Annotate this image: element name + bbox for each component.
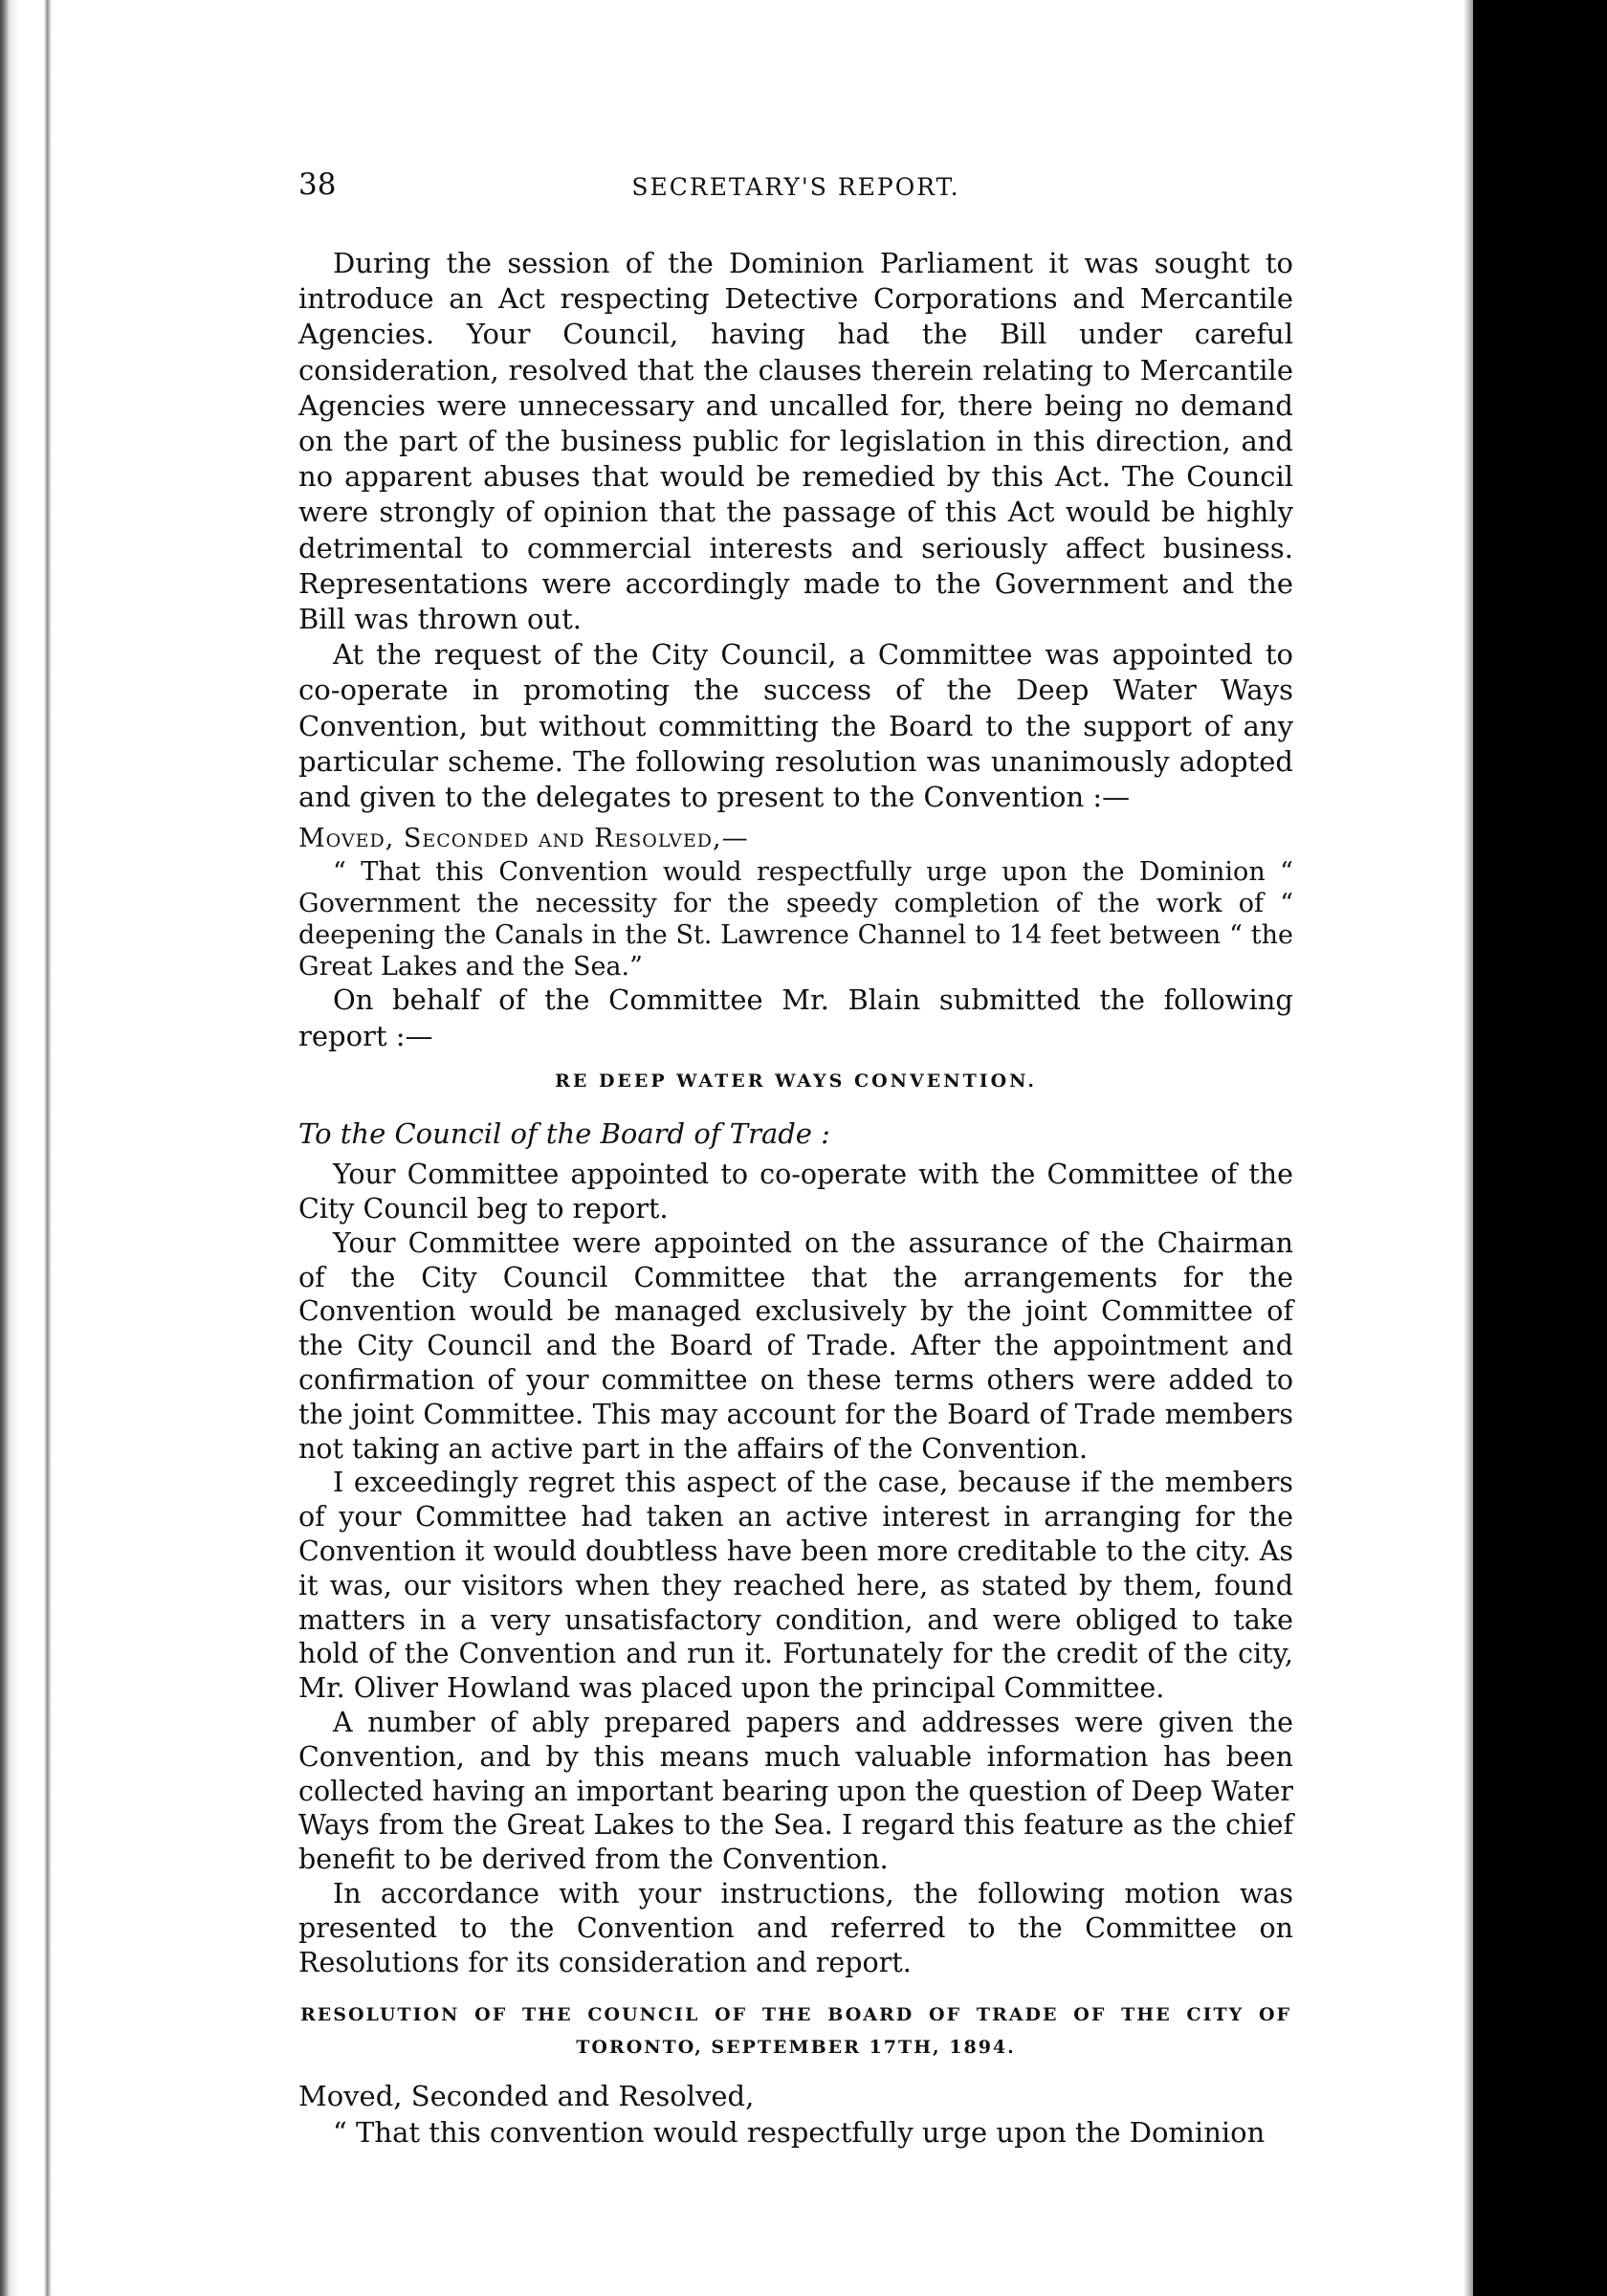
resolution-heading	[298, 1998, 1293, 2064]
running-title: SECRETARY'S REPORT.	[631, 173, 960, 201]
book-page	[298, 167, 1293, 2151]
motion-quote: “ That this Convention would respectfully urge upon the Dominion “ Government the necessity for the speedy completion of the work of “ deepening the Canals in the St. Lawrence Channel to 14 feet between “ the Great Lakes and the Sea.”	[298, 857, 1293, 982]
report-paragraph: Your Committee appointed to co-operate with the Committee of the City Council beg to report.	[298, 1159, 1293, 1225]
resolution-heading-line-2: TORONTO, SEPTEMBER 17TH, 1894.	[576, 2037, 1016, 2059]
report-paragraph: Your Committee were appointed on the assurance of the Chairman of the City Council Committee that the arrangements for the Convention would be managed exclusively by the joint Committee of the City Council and the Board of Trade. After the appointment and confirmation of your committee on these terms others were added to the joint Committee. This may account for the Board of Trade members not taking an active part in the affairs of the Convention.	[298, 1226, 1293, 1465]
report-paragraph: A number of ably prepared papers and addresses were given the Convention, and by this means much valuable information has been collected having an important bearing upon the question of Deep Water Ways from the Great Lakes to the Sea. I regard this feature as the chief benefit to be derived from the Convention.	[298, 1707, 1293, 1876]
report-salutation: To the Council of the Board of Trade :	[298, 1117, 830, 1151]
resolution-heading-line-1: RESOLUTION OF THE COUNCIL OF THE BOARD OF TRADE OF THE CITY OF	[300, 2004, 1291, 2026]
running-head	[298, 167, 1293, 215]
paragraph-deep-water-ways: At the request of the City Council, a Committee was appointed to co-operate in promoting the success of the Deep Water Ways Convention, but without committing the Board to the support of any particular scheme. The following resolution was unanimously adopted and given to the delegates to present to the Convention :—	[298, 638, 1293, 814]
scan-edge-right	[1473, 0, 1607, 2296]
resolution-quote: “ That this convention would respectfully urge upon the Dominion	[333, 2115, 1266, 2149]
scan-edge-left	[0, 0, 19, 2296]
paragraph-detective-act: During the session of the Dominion Parliament it was sought to introduce an Act respecting Detective Corporations and Mercantile Agencies. Your Council, having had the Bill under careful consideration, resolved that the clauses therein relating to Mercantile Agencies were unnecessary and uncalled for, there being no demand on the part of the business public for legislation in this direction, and no apparent abuses that would be remedied by this Act. The Council were strongly of opinion that the passage of this Act would be highly detrimental to commercial interests and seriously affect business. Representations were accordingly made to the Government and the Bill was thrown out.	[298, 247, 1293, 636]
report-paragraph: In accordance with your instructions, the following motion was presented to the Convention and referred to the Committee on Resolutions for its consideration and report.	[298, 1878, 1293, 1978]
report-heading: RE DEEP WATER WAYS CONVENTION.	[555, 1070, 1037, 1092]
motion-heading: Moved, Seconded and Resolved,—	[298, 824, 749, 854]
page-number: 38	[298, 167, 337, 202]
resolution-moved: Moved, Seconded and Resolved,	[298, 2080, 755, 2113]
report-paragraph: I exceedingly regret this aspect of the case, because if the members of your Committee had taken an active interest in arranging for the Convention it would doubtless have been more creditable to the city. As it was, our visitors when they reached here, as stated by them, found matters in a very unsatisfactory condition, and were obliged to take hold of the Convention and run it. Fortunately for the credit of the city, Mr. Oliver Howland was placed upon the principal Committee.	[298, 1467, 1293, 1705]
scan-gutter-line	[44, 0, 52, 2296]
report-body	[298, 1158, 1293, 1979]
committee-intro: On behalf of the Committee Mr. Blain submitted the following report :—	[298, 983, 1293, 1052]
